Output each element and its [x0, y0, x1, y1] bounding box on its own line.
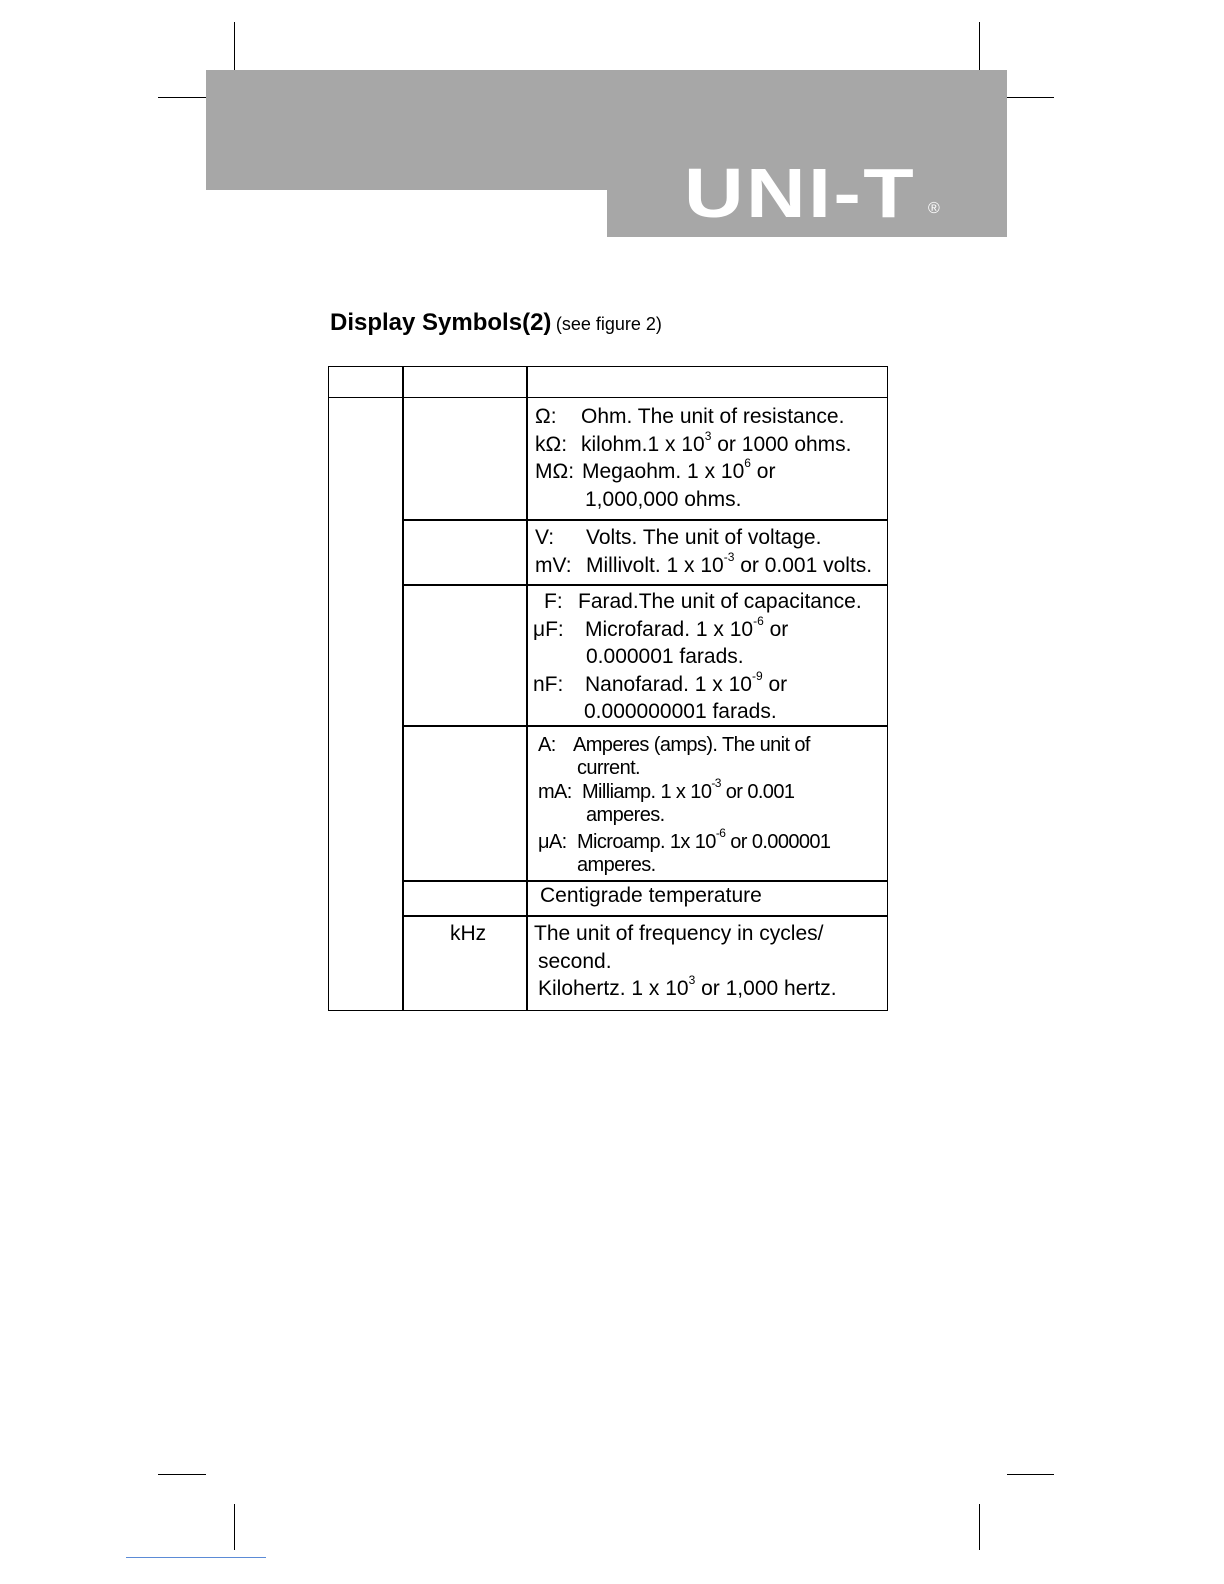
crop-mark: [234, 22, 235, 70]
table-border: [328, 366, 329, 1011]
crop-mark: [979, 1504, 980, 1550]
crop-mark: [1007, 1474, 1054, 1475]
row-divider: [402, 915, 888, 917]
brand-logo: UNI-T: [684, 154, 917, 232]
registered-mark: ®: [928, 200, 940, 217]
symbol-khz: kHz: [450, 922, 487, 945]
crop-mark: [234, 1504, 235, 1550]
crop-mark: [1007, 97, 1054, 98]
section-title: Display Symbols(2): [330, 309, 552, 336]
page-title: [330, 309, 662, 337]
row-divider: [402, 519, 888, 521]
row-divider: [402, 584, 888, 586]
display-symbols-table: Ω: Ohm. The unit of resistance. kΩ: kilohm.1 x $10^3$ or 1000 ohms. MΩ: Megaohm. 1 x $10^6$ or 1,000,000 ohms. V: Volts. The unit of voltage. mV: Millivolt. 1 x $10^{-3}$ or 0.001 volts. F: Farad.The unit of capacitance. μF: Microfarad. 1 x $10^{-6}$ or 0.000001 farads. nF: Nanofarad. 1 x $10^{-9}$ or 0.000000001 farads. A: Amperes (amps). The unit of current. mA: Milliamp. 1 x $10^{-3}$ or 0.001 amperes. μA: Microamp. 1x $10^{-6}$ or 0.000001 amperes. Centigrade temperature kHz The unit of frequency in cycles/ second. Kilohertz. 1 x $10^3$ or 1,000 hertz.: [328, 366, 888, 1011]
crop-mark: [979, 22, 980, 70]
row-divider: [328, 397, 888, 398]
crop-mark: [158, 97, 206, 98]
page-underline: [126, 1557, 266, 1558]
section-subtitle: (see figure 2): [555, 314, 662, 334]
table-border: [328, 1010, 888, 1011]
table-border: [328, 366, 888, 367]
crop-mark: [158, 1474, 206, 1475]
